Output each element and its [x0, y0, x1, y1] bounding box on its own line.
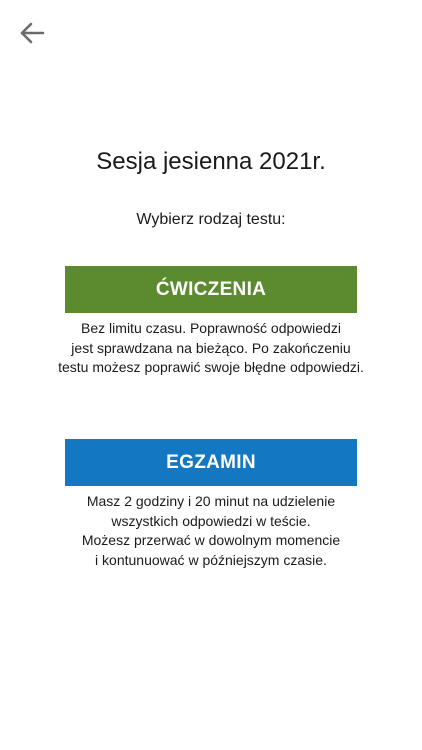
- arrow-left-icon: [19, 21, 45, 45]
- practice-description-line: jest sprawdzana na bieżąco. Po zakończeniu: [71, 339, 351, 356]
- exam-description: [20, 492, 402, 570]
- arrow-left-icon-path: [22, 24, 43, 42]
- practice-button[interactable]: ĆWICZENIA: [65, 266, 357, 313]
- back-button[interactable]: [16, 18, 48, 48]
- page-subtitle: Wybierz rodzaj testu:: [136, 211, 286, 228]
- exam-description-line: Możesz przerwać w dowolnym momencie: [81, 532, 341, 548]
- practice-description: [20, 319, 402, 378]
- practice-description-line: testu możesz poprawić swoje błędne odpowiedzi.: [58, 359, 364, 375]
- practice-description-line: Bez limitu czasu. Poprawność odpowiedzi: [81, 320, 341, 336]
- exam-description-line: wszystkich odpowiedzi w teście.: [111, 512, 311, 529]
- exam-button[interactable]: EGZAMIN: [65, 439, 357, 486]
- exam-description-line: Masz 2 godziny i 20 minut na udzielenie: [86, 493, 336, 509]
- exam-description-line: i kontunuować w późniejszym czasie.: [95, 551, 327, 568]
- page-title: Sesja jesienna 2021r.: [96, 148, 326, 175]
